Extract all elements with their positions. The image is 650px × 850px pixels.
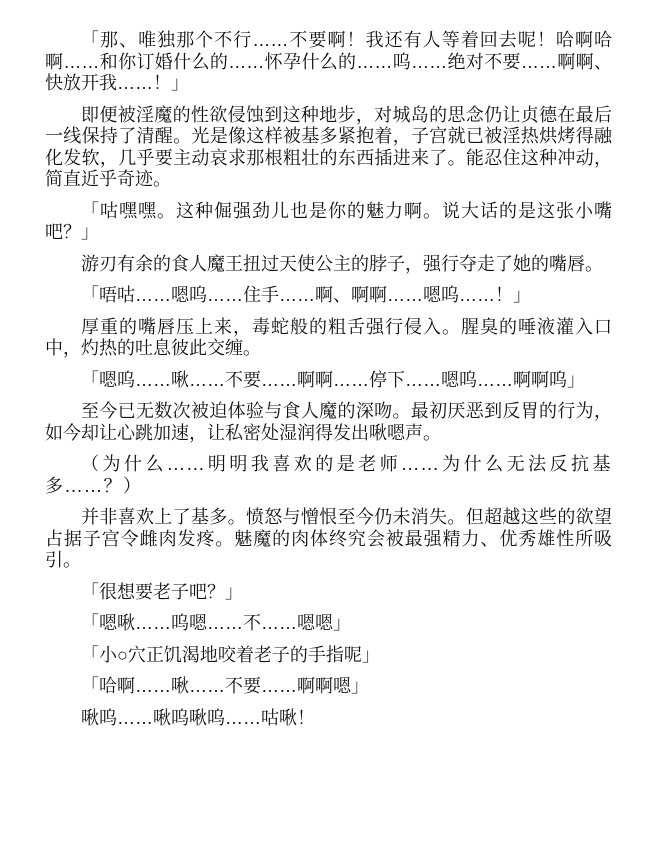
sfx-paragraph: 啾呜……啾呜啾呜……咕啾！ (81, 707, 315, 728)
dialog-paragraph: 「那、唯独那个不行……不要啊！我还有人等着回去呢！哈啊哈啊……和你订婚什么的……怀孕什么的……呜……绝对不要……啊啊、快放开我……！」 (45, 30, 612, 93)
narration-paragraph: 至今已无数次被迫体验与食人魔的深吻。最初厌恶到反胃的行为，如今却让心跳加速，让私密处湿润得发出啾嗯声。 (45, 401, 612, 443)
narration-paragraph: 游刃有余的食人魔王扭过天使公主的脖子，强行夺走了她的嘴唇。 (81, 253, 603, 274)
dialog-paragraph: 「嗯啾……呜嗯……不……嗯嗯」 (81, 613, 351, 633)
narration-paragraph: 即便被淫魔的性欲侵蚀到这种地步，对城岛的思念仍让贞德在最后一线保持了清醒。光是像这样被基多紧抱着，子宫就已被淫热烘烤得融化发软，几乎要主动哀求那根粗壮的东西插进来了。能忍住这种冲动，简直近乎奇迹。 (45, 104, 612, 189)
dialog-paragraph: 「嗯呜……啾……不要……啊啊……停下……嗯呜……啊啊呜」 (81, 369, 585, 390)
dialog-paragraph: 「唔咕……嗯呜……住手……啊、啊啊……嗯呜……！」 (81, 285, 531, 305)
narration-paragraph: 厚重的嘴唇压上来，毒蛇般的粗舌强行侵入。腥臭的唾液灌入口中，灼热的吐息彼此交缠。 (45, 316, 612, 358)
dialog-paragraph: 「小○穴正饥渴地咬着老子的手指呢」 (81, 644, 380, 665)
thought-paragraph: （为什么……明明我喜欢的是老师……为什么无法反抗基多……？） (45, 454, 612, 496)
dialog-paragraph: 「很想要老子吧？」 (81, 581, 243, 602)
narration-paragraph: 并非喜欢上了基多。愤怒与憎恨至今仍未消失。但超越这些的欲望占据子宫令雌肉发疼。魅魔的肉体终究会被最强精力、优秀雄性所吸引。 (45, 507, 612, 570)
dialog-paragraph: 「咕嘿嘿。这种倔强劲儿也是你的魅力啊。说大话的是这张小嘴吧？」 (45, 200, 612, 242)
dialog-paragraph: 「哈啊……啾……不要……啊啊嗯」 (81, 676, 369, 696)
